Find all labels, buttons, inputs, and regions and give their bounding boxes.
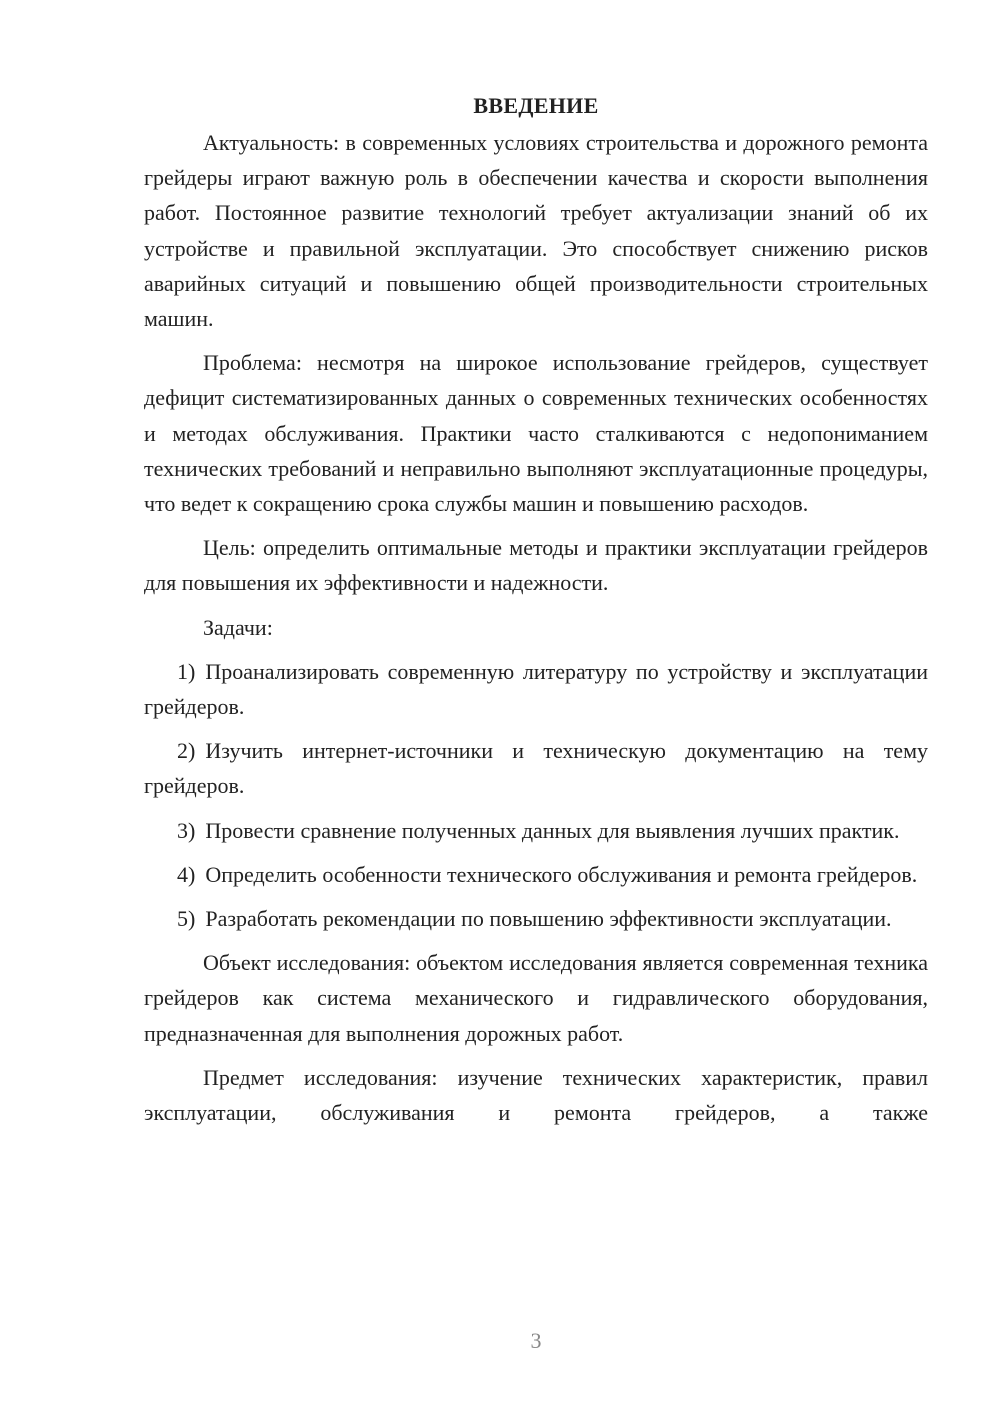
task-item xyxy=(144,654,928,724)
task-item xyxy=(144,901,928,936)
task-number: 2) xyxy=(177,738,196,764)
task-number: 5) xyxy=(177,906,196,932)
page-content xyxy=(144,88,928,1130)
task-number: 4) xyxy=(177,861,196,887)
task-text: Изучить интернет-источники и техническую документацию на тему грейдеров. xyxy=(144,738,928,799)
object-paragraph: Объект исследования: объектом исследования является современная техника грейдеров как система механического и гидравлического оборудования, предназначенная для выполнения дорожных работ. xyxy=(144,950,928,1046)
task-text: Проанализировать современную литературу по устройству и эксплуатации грейдеров. xyxy=(144,658,928,720)
tasks-list xyxy=(144,654,928,936)
tasks-heading: Задачи: xyxy=(203,614,273,640)
task-item xyxy=(144,733,928,803)
task-item xyxy=(144,813,928,848)
task-text: Разработать рекомендации по повышению эффективности эксплуатации. xyxy=(205,906,892,932)
task-item xyxy=(144,857,928,892)
task-number: 1) xyxy=(177,658,196,684)
section-title: ВВЕДЕНИЕ xyxy=(473,93,599,118)
task-text: Определить особенности технического обслуживания и ремонта грейдеров. xyxy=(205,861,918,887)
relevance-paragraph: Актуальность: в современных условиях строительства и дорожного ремонта грейдеры играют важную роль в обеспечении качества и скорости выполнения работ. Постоянное развитие технологий требует актуализации знаний об их устройстве и правильной эксплуатации. Это способствует снижению рисков аварийных ситуаций и повышению общей производительности строительных машин. xyxy=(144,130,928,332)
goal-paragraph: Цель: определить оптимальные методы и практики эксплуатации грейдеров для повышения их эффективности и надежности. xyxy=(144,535,928,596)
task-text: Провести сравнение полученных данных для выявления лучших практик. xyxy=(205,817,900,843)
problem-paragraph: Проблема: несмотря на широкое использование грейдеров, существует дефицит систематизированных данных о современных технических особенностях и методах обслуживания. Практики часто сталкиваются с недопониманием технических требований и неправильно выполняют эксплуатационные процедуры, что ведет к сокращению срока службы машин и повышению расходов. xyxy=(144,350,928,517)
subject-paragraph: Предмет исследования: изучение технических характеристик, правил эксплуатации, обслуживания и ремонта грейдеров, а также xyxy=(144,1064,928,1126)
task-number: 3) xyxy=(177,817,196,843)
page-number: 3 xyxy=(530,1328,542,1353)
